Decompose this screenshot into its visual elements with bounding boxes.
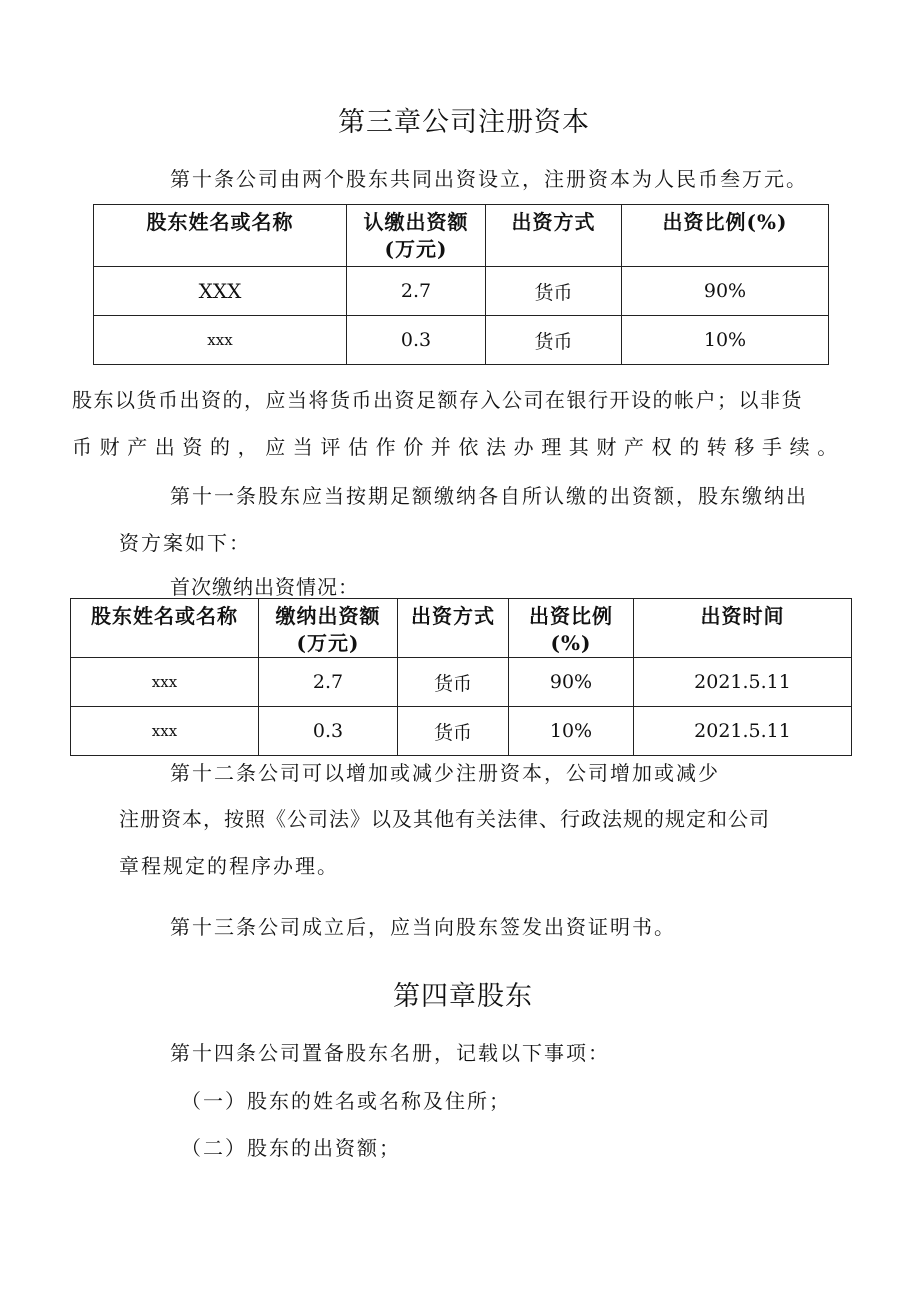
header-share-ratio: [509, 599, 634, 658]
cell-method: 货币: [398, 707, 509, 756]
header-share-ratio-unit: (%): [550, 631, 592, 655]
header-shareholder-name: 股东姓名或名称: [94, 205, 347, 267]
cell-amount: 2.7: [347, 267, 486, 316]
cell-ratio: 10%: [622, 316, 829, 365]
cell-amount: 2.7: [259, 658, 398, 707]
cell-shareholder: xxx: [71, 658, 259, 707]
article-13: 第十三条公司成立后，应当向股东签发出资证明书。: [170, 915, 676, 939]
article-12-line-1: 第十二条公司可以增加或减少注册资本，公司增加或减少: [170, 761, 720, 785]
cell-date: 2021.5.11: [634, 658, 852, 707]
chapter-3-title: 第三章公司注册资本: [338, 107, 590, 138]
header-shareholder-name: 股东姓名或名称: [71, 599, 259, 658]
cell-ratio: 10%: [509, 707, 634, 756]
cell-amount: 0.3: [259, 707, 398, 756]
subscribed-capital-table: [93, 204, 829, 365]
cell-date: 2021.5.11: [634, 707, 852, 756]
cell-shareholder: xxx: [94, 316, 347, 365]
cell-ratio: 90%: [622, 267, 829, 316]
header-subscribed-amount-line1: 认缴出资额: [363, 210, 469, 234]
first-payment-label: 首次缴纳出资情况：: [170, 575, 359, 599]
article-10: 第十条公司由两个股东共同出资设立，注册资本为人民币叁万元。: [170, 167, 808, 191]
article-11-line-1: 第十一条股东应当按期足额缴纳各自所认缴的出资额，股东缴纳出: [170, 484, 808, 508]
header-payment-method: 出资方式: [398, 599, 509, 658]
contribution-note-line-2: 币财产出资的，应当评估作价并依法办理其财产权的转移手续。: [72, 435, 845, 459]
header-paid-amount-line1: 缴纳出资额: [275, 604, 381, 628]
cell-method: 货币: [398, 658, 509, 707]
header-payment-method: 出资方式: [486, 205, 622, 267]
cell-method: 货币: [486, 316, 622, 365]
header-subscribed-amount-unit: (万元): [384, 237, 448, 261]
header-share-ratio: 出资比例(%): [622, 205, 829, 267]
article-11-line-2: 资方案如下：: [119, 531, 251, 555]
header-paid-amount: [259, 599, 398, 658]
table-header-row: [71, 599, 852, 658]
chapter-4-title: 第四章股东: [393, 981, 533, 1012]
first-payment-table: [70, 598, 852, 756]
cell-ratio: 90%: [509, 658, 634, 707]
cell-shareholder: xxx: [71, 707, 259, 756]
table-row: [94, 316, 829, 365]
header-payment-time: 出资时间: [634, 599, 852, 658]
table-row: [71, 707, 852, 756]
article-12-line-3: 章程规定的程序办理。: [119, 854, 339, 878]
contribution-note-line-1: 股东以货币出资的，应当将货币出资足额存入公司在银行开设的帐户；以非货: [72, 388, 803, 412]
article-14-item-1: （一）股东的姓名或名称及住所；: [181, 1089, 511, 1113]
cell-method: 货币: [486, 267, 622, 316]
header-paid-amount-unit: (万元): [296, 631, 360, 655]
table-row: [71, 658, 852, 707]
header-share-ratio-line1: 出资比例: [529, 604, 613, 628]
cell-amount: 0.3: [347, 316, 486, 365]
header-subscribed-amount: [347, 205, 486, 267]
table-row: [94, 267, 829, 316]
cell-shareholder: XXX: [94, 267, 347, 316]
table-header-row: [94, 205, 829, 267]
article-14: 第十四条公司置备股东名册，记载以下事项：: [170, 1041, 610, 1065]
article-12-line-2: 注册资本，按照《公司法》以及其他有关法律、行政法规的规定和公司: [119, 807, 770, 831]
article-14-item-2: （二）股东的出资额；: [181, 1136, 401, 1160]
